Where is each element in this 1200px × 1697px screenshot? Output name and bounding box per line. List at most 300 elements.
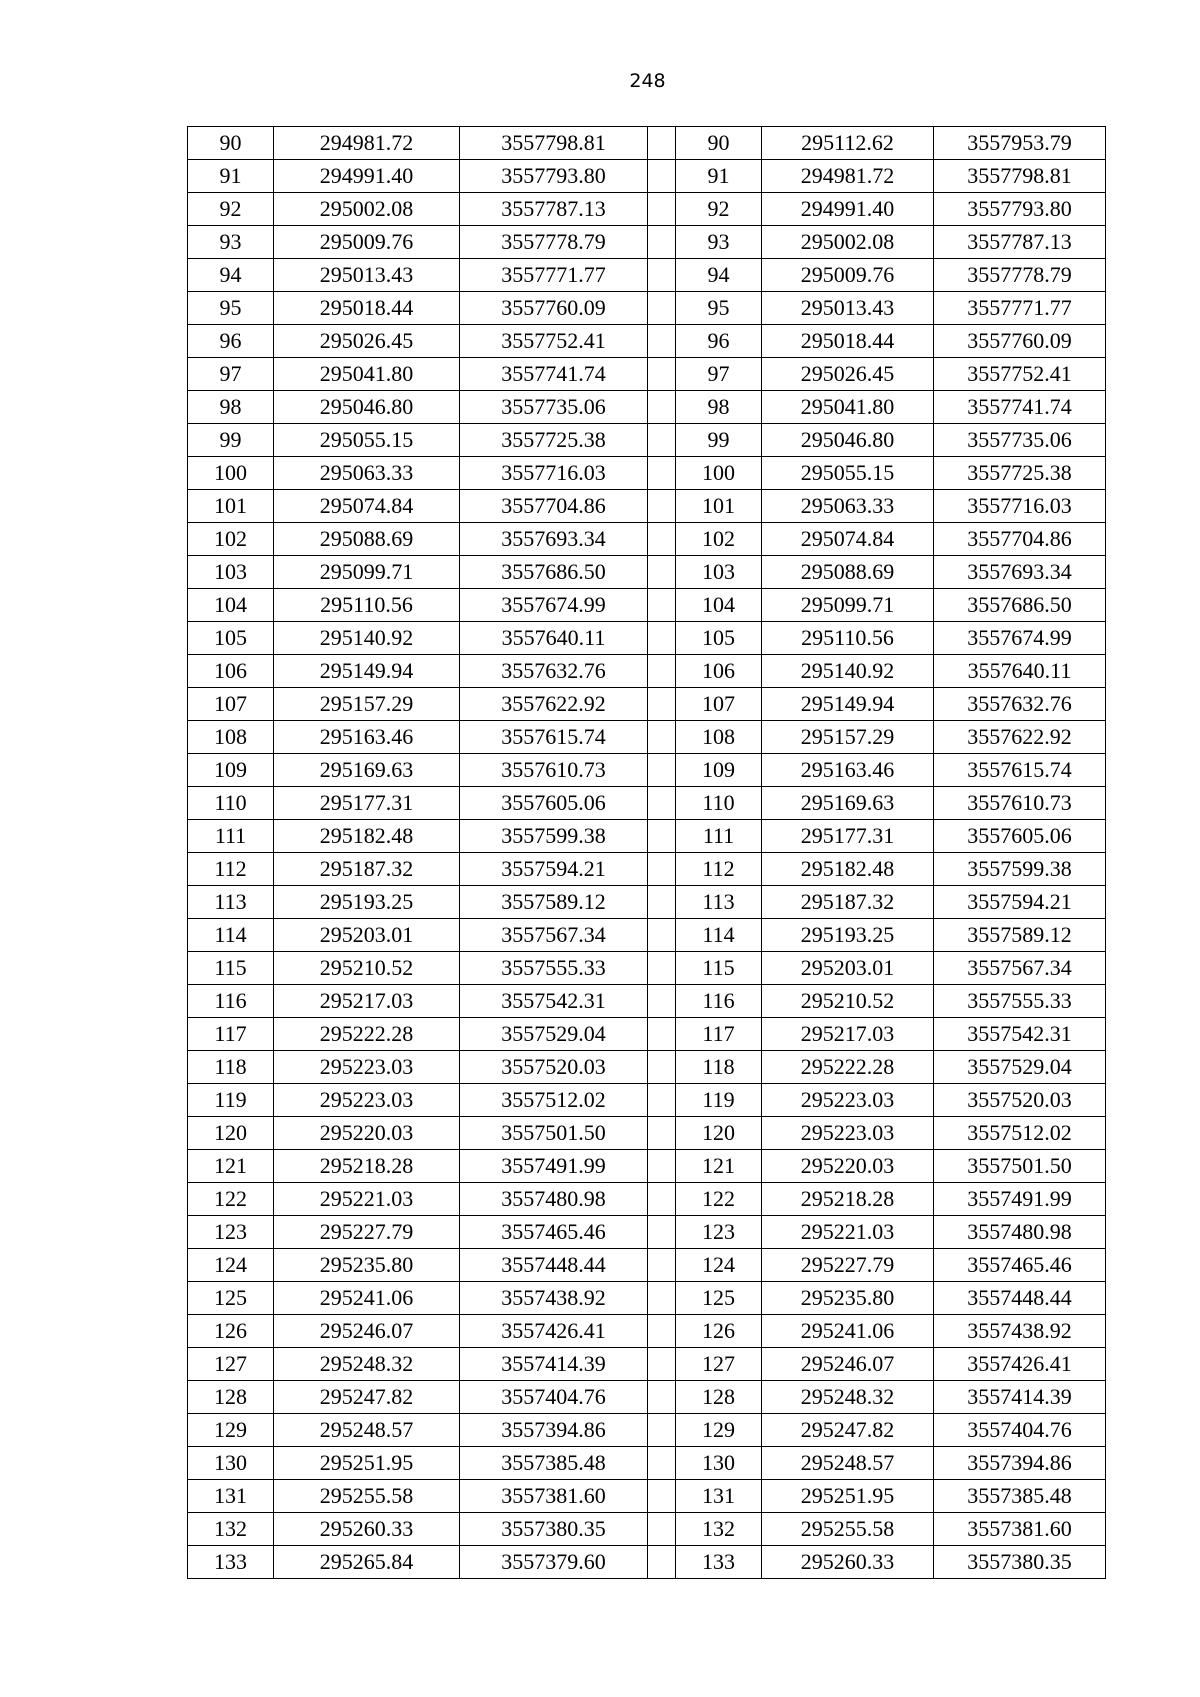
right-x-coordinate-cell: 295221.03 (762, 1216, 934, 1249)
left-y-coordinate-cell: 3557501.50 (460, 1117, 648, 1150)
right-y-coordinate-cell: 3557555.33 (934, 985, 1106, 1018)
table-row (188, 1183, 1106, 1216)
right-x-coordinate-cell: 295182.48 (762, 853, 934, 886)
table-row (188, 358, 1106, 391)
right-point-number-cell: 118 (676, 1051, 762, 1084)
table-row (188, 1084, 1106, 1117)
table-row (188, 1282, 1106, 1315)
right-point-number-cell: 109 (676, 754, 762, 787)
table-row (188, 1315, 1106, 1348)
left-y-coordinate-cell: 3557465.46 (460, 1216, 648, 1249)
right-point-number-cell: 119 (676, 1084, 762, 1117)
left-x-coordinate-cell: 295223.03 (274, 1051, 460, 1084)
right-point-number-cell: 130 (676, 1447, 762, 1480)
left-x-coordinate-cell: 295009.76 (274, 226, 460, 259)
column-separator (648, 1150, 676, 1183)
table-row (188, 853, 1106, 886)
left-x-coordinate-cell: 295110.56 (274, 589, 460, 622)
right-point-number-cell: 124 (676, 1249, 762, 1282)
column-separator (648, 952, 676, 985)
column-separator (648, 226, 676, 259)
left-x-coordinate-cell: 295260.33 (274, 1513, 460, 1546)
left-y-coordinate-cell: 3557674.99 (460, 589, 648, 622)
left-y-coordinate-cell: 3557480.98 (460, 1183, 648, 1216)
left-point-number-cell: 113 (188, 886, 274, 919)
right-x-coordinate-cell: 295157.29 (762, 721, 934, 754)
table-row (188, 1150, 1106, 1183)
table-row (188, 1546, 1106, 1579)
column-separator (648, 457, 676, 490)
right-point-number-cell: 98 (676, 391, 762, 424)
left-x-coordinate-cell: 295241.06 (274, 1282, 460, 1315)
right-y-coordinate-cell: 3557448.44 (934, 1282, 1106, 1315)
column-separator (648, 1018, 676, 1051)
left-y-coordinate-cell: 3557704.86 (460, 490, 648, 523)
right-y-coordinate-cell: 3557760.09 (934, 325, 1106, 358)
right-point-number-cell: 125 (676, 1282, 762, 1315)
left-x-coordinate-cell: 295227.79 (274, 1216, 460, 1249)
left-point-number-cell: 105 (188, 622, 274, 655)
table-row (188, 226, 1106, 259)
right-y-coordinate-cell: 3557686.50 (934, 589, 1106, 622)
column-separator (648, 556, 676, 589)
left-point-number-cell: 90 (188, 127, 274, 160)
table-row (188, 523, 1106, 556)
left-y-coordinate-cell: 3557735.06 (460, 391, 648, 424)
right-point-number-cell: 110 (676, 787, 762, 820)
left-y-coordinate-cell: 3557512.02 (460, 1084, 648, 1117)
column-separator (648, 820, 676, 853)
left-point-number-cell: 103 (188, 556, 274, 589)
right-x-coordinate-cell: 295009.76 (762, 259, 934, 292)
right-x-coordinate-cell: 295248.32 (762, 1381, 934, 1414)
left-point-number-cell: 98 (188, 391, 274, 424)
left-x-coordinate-cell: 295248.57 (274, 1414, 460, 1447)
right-y-coordinate-cell: 3557693.34 (934, 556, 1106, 589)
table-row (188, 754, 1106, 787)
right-y-coordinate-cell: 3557394.86 (934, 1447, 1106, 1480)
right-y-coordinate-cell: 3557704.86 (934, 523, 1106, 556)
left-x-coordinate-cell: 295235.80 (274, 1249, 460, 1282)
left-y-coordinate-cell: 3557610.73 (460, 754, 648, 787)
left-x-coordinate-cell: 295157.29 (274, 688, 460, 721)
right-x-coordinate-cell: 295026.45 (762, 358, 934, 391)
left-y-coordinate-cell: 3557542.31 (460, 985, 648, 1018)
page-number: 248 (629, 70, 666, 92)
column-separator (648, 1348, 676, 1381)
column-separator (648, 1249, 676, 1282)
left-x-coordinate-cell: 295063.33 (274, 457, 460, 490)
left-point-number-cell: 131 (188, 1480, 274, 1513)
column-separator (648, 1084, 676, 1117)
right-x-coordinate-cell: 295203.01 (762, 952, 934, 985)
right-y-coordinate-cell: 3557793.80 (934, 193, 1106, 226)
left-point-number-cell: 130 (188, 1447, 274, 1480)
right-x-coordinate-cell: 295247.82 (762, 1414, 934, 1447)
table-row (188, 688, 1106, 721)
right-y-coordinate-cell: 3557520.03 (934, 1084, 1106, 1117)
right-x-coordinate-cell: 295074.84 (762, 523, 934, 556)
right-point-number-cell: 114 (676, 919, 762, 952)
right-point-number-cell: 101 (676, 490, 762, 523)
left-point-number-cell: 92 (188, 193, 274, 226)
table-row (188, 1216, 1106, 1249)
right-x-coordinate-cell: 295013.43 (762, 292, 934, 325)
left-point-number-cell: 95 (188, 292, 274, 325)
left-y-coordinate-cell: 3557793.80 (460, 160, 648, 193)
left-x-coordinate-cell: 295002.08 (274, 193, 460, 226)
left-x-coordinate-cell: 295055.15 (274, 424, 460, 457)
column-separator (648, 1117, 676, 1150)
table-row (188, 1381, 1106, 1414)
column-separator (648, 391, 676, 424)
left-point-number-cell: 114 (188, 919, 274, 952)
right-point-number-cell: 132 (676, 1513, 762, 1546)
table-row (188, 391, 1106, 424)
left-y-coordinate-cell: 3557567.34 (460, 919, 648, 952)
column-separator (648, 325, 676, 358)
left-x-coordinate-cell: 295221.03 (274, 1183, 460, 1216)
right-y-coordinate-cell: 3557594.21 (934, 886, 1106, 919)
table-row (188, 820, 1106, 853)
left-point-number-cell: 100 (188, 457, 274, 490)
table-row (188, 160, 1106, 193)
column-separator (648, 1513, 676, 1546)
column-separator (648, 1315, 676, 1348)
right-x-coordinate-cell: 295222.28 (762, 1051, 934, 1084)
left-x-coordinate-cell: 295223.03 (274, 1084, 460, 1117)
right-y-coordinate-cell: 3557599.38 (934, 853, 1106, 886)
right-y-coordinate-cell: 3557725.38 (934, 457, 1106, 490)
right-y-coordinate-cell: 3557465.46 (934, 1249, 1106, 1282)
left-y-coordinate-cell: 3557752.41 (460, 325, 648, 358)
column-separator (648, 1546, 676, 1579)
table-row (188, 127, 1106, 160)
left-y-coordinate-cell: 3557426.41 (460, 1315, 648, 1348)
left-y-coordinate-cell: 3557438.92 (460, 1282, 648, 1315)
left-y-coordinate-cell: 3557771.77 (460, 259, 648, 292)
table-row (188, 787, 1106, 820)
left-y-coordinate-cell: 3557605.06 (460, 787, 648, 820)
left-x-coordinate-cell: 295018.44 (274, 292, 460, 325)
left-y-coordinate-cell: 3557448.44 (460, 1249, 648, 1282)
left-y-coordinate-cell: 3557404.76 (460, 1381, 648, 1414)
left-point-number-cell: 128 (188, 1381, 274, 1414)
right-x-coordinate-cell: 295177.31 (762, 820, 934, 853)
right-x-coordinate-cell: 295099.71 (762, 589, 934, 622)
right-y-coordinate-cell: 3557771.77 (934, 292, 1106, 325)
table-row (188, 292, 1106, 325)
table-row (188, 721, 1106, 754)
column-separator (648, 490, 676, 523)
right-point-number-cell: 94 (676, 259, 762, 292)
right-point-number-cell: 129 (676, 1414, 762, 1447)
left-point-number-cell: 106 (188, 655, 274, 688)
right-y-coordinate-cell: 3557501.50 (934, 1150, 1106, 1183)
left-point-number-cell: 120 (188, 1117, 274, 1150)
right-point-number-cell: 121 (676, 1150, 762, 1183)
left-x-coordinate-cell: 295265.84 (274, 1546, 460, 1579)
column-separator (648, 589, 676, 622)
right-x-coordinate-cell: 295110.56 (762, 622, 934, 655)
left-y-coordinate-cell: 3557640.11 (460, 622, 648, 655)
column-separator (648, 1282, 676, 1315)
right-x-coordinate-cell: 295088.69 (762, 556, 934, 589)
left-x-coordinate-cell: 295149.94 (274, 655, 460, 688)
right-point-number-cell: 90 (676, 127, 762, 160)
table-row (188, 424, 1106, 457)
right-y-coordinate-cell: 3557380.35 (934, 1546, 1106, 1579)
left-x-coordinate-cell: 295255.58 (274, 1480, 460, 1513)
left-point-number-cell: 93 (188, 226, 274, 259)
right-y-coordinate-cell: 3557542.31 (934, 1018, 1106, 1051)
right-y-coordinate-cell: 3557752.41 (934, 358, 1106, 391)
right-y-coordinate-cell: 3557953.79 (934, 127, 1106, 160)
right-x-coordinate-cell: 295246.07 (762, 1348, 934, 1381)
right-y-coordinate-cell: 3557735.06 (934, 424, 1106, 457)
right-y-coordinate-cell: 3557438.92 (934, 1315, 1106, 1348)
right-point-number-cell: 108 (676, 721, 762, 754)
right-point-number-cell: 91 (676, 160, 762, 193)
right-point-number-cell: 128 (676, 1381, 762, 1414)
left-point-number-cell: 116 (188, 985, 274, 1018)
left-y-coordinate-cell: 3557394.86 (460, 1414, 648, 1447)
column-separator (648, 1447, 676, 1480)
right-x-coordinate-cell: 295255.58 (762, 1513, 934, 1546)
left-x-coordinate-cell: 295251.95 (274, 1447, 460, 1480)
right-x-coordinate-cell: 295002.08 (762, 226, 934, 259)
left-point-number-cell: 133 (188, 1546, 274, 1579)
right-point-number-cell: 93 (676, 226, 762, 259)
right-point-number-cell: 122 (676, 1183, 762, 1216)
column-separator (648, 424, 676, 457)
right-y-coordinate-cell: 3557605.06 (934, 820, 1106, 853)
left-x-coordinate-cell: 295140.92 (274, 622, 460, 655)
left-point-number-cell: 123 (188, 1216, 274, 1249)
left-x-coordinate-cell: 295074.84 (274, 490, 460, 523)
table-row (188, 325, 1106, 358)
left-x-coordinate-cell: 295163.46 (274, 721, 460, 754)
left-x-coordinate-cell: 295182.48 (274, 820, 460, 853)
column-separator (648, 688, 676, 721)
right-x-coordinate-cell: 295251.95 (762, 1480, 934, 1513)
right-y-coordinate-cell: 3557426.41 (934, 1348, 1106, 1381)
right-point-number-cell: 106 (676, 655, 762, 688)
left-point-number-cell: 118 (188, 1051, 274, 1084)
left-point-number-cell: 125 (188, 1282, 274, 1315)
left-x-coordinate-cell: 295203.01 (274, 919, 460, 952)
left-point-number-cell: 111 (188, 820, 274, 853)
left-x-coordinate-cell: 295169.63 (274, 754, 460, 787)
left-point-number-cell: 96 (188, 325, 274, 358)
right-point-number-cell: 103 (676, 556, 762, 589)
column-separator (648, 919, 676, 952)
table-row (188, 1348, 1106, 1381)
left-x-coordinate-cell: 294991.40 (274, 160, 460, 193)
right-point-number-cell: 117 (676, 1018, 762, 1051)
left-x-coordinate-cell: 295026.45 (274, 325, 460, 358)
right-point-number-cell: 107 (676, 688, 762, 721)
column-separator (648, 259, 676, 292)
left-x-coordinate-cell: 295218.28 (274, 1150, 460, 1183)
table-row (188, 556, 1106, 589)
right-y-coordinate-cell: 3557491.99 (934, 1183, 1106, 1216)
left-y-coordinate-cell: 3557787.13 (460, 193, 648, 226)
table-row (188, 985, 1106, 1018)
right-x-coordinate-cell: 295169.63 (762, 787, 934, 820)
left-point-number-cell: 108 (188, 721, 274, 754)
right-x-coordinate-cell: 295223.03 (762, 1117, 934, 1150)
table-row (188, 919, 1106, 952)
right-y-coordinate-cell: 3557610.73 (934, 787, 1106, 820)
table-row (188, 259, 1106, 292)
column-separator (648, 127, 676, 160)
column-separator (648, 1381, 676, 1414)
left-point-number-cell: 110 (188, 787, 274, 820)
left-y-coordinate-cell: 3557760.09 (460, 292, 648, 325)
left-y-coordinate-cell: 3557716.03 (460, 457, 648, 490)
right-y-coordinate-cell: 3557640.11 (934, 655, 1106, 688)
left-point-number-cell: 94 (188, 259, 274, 292)
left-y-coordinate-cell: 3557693.34 (460, 523, 648, 556)
left-y-coordinate-cell: 3557529.04 (460, 1018, 648, 1051)
left-x-coordinate-cell: 295246.07 (274, 1315, 460, 1348)
coordinates-table (187, 126, 1106, 1579)
right-y-coordinate-cell: 3557385.48 (934, 1480, 1106, 1513)
table-row (188, 490, 1106, 523)
left-x-coordinate-cell: 295222.28 (274, 1018, 460, 1051)
right-point-number-cell: 131 (676, 1480, 762, 1513)
left-x-coordinate-cell: 295088.69 (274, 523, 460, 556)
left-point-number-cell: 112 (188, 853, 274, 886)
table-row (188, 655, 1106, 688)
right-point-number-cell: 102 (676, 523, 762, 556)
table-row (188, 886, 1106, 919)
left-y-coordinate-cell: 3557686.50 (460, 556, 648, 589)
right-x-coordinate-cell: 295260.33 (762, 1546, 934, 1579)
right-y-coordinate-cell: 3557529.04 (934, 1051, 1106, 1084)
left-point-number-cell: 121 (188, 1150, 274, 1183)
right-point-number-cell: 100 (676, 457, 762, 490)
column-separator (648, 160, 676, 193)
left-y-coordinate-cell: 3557741.74 (460, 358, 648, 391)
right-y-coordinate-cell: 3557567.34 (934, 952, 1106, 985)
left-point-number-cell: 115 (188, 952, 274, 985)
right-y-coordinate-cell: 3557798.81 (934, 160, 1106, 193)
left-point-number-cell: 132 (188, 1513, 274, 1546)
right-point-number-cell: 127 (676, 1348, 762, 1381)
right-y-coordinate-cell: 3557414.39 (934, 1381, 1106, 1414)
left-x-coordinate-cell: 295177.31 (274, 787, 460, 820)
table-row (188, 1051, 1106, 1084)
left-x-coordinate-cell: 295247.82 (274, 1381, 460, 1414)
table-row (188, 1249, 1106, 1282)
column-separator (648, 853, 676, 886)
right-point-number-cell: 95 (676, 292, 762, 325)
right-x-coordinate-cell: 295063.33 (762, 490, 934, 523)
right-point-number-cell: 96 (676, 325, 762, 358)
right-x-coordinate-cell: 294981.72 (762, 160, 934, 193)
column-separator (648, 193, 676, 226)
table-row (188, 1480, 1106, 1513)
left-y-coordinate-cell: 3557594.21 (460, 853, 648, 886)
left-y-coordinate-cell: 3557555.33 (460, 952, 648, 985)
left-y-coordinate-cell: 3557599.38 (460, 820, 648, 853)
left-point-number-cell: 126 (188, 1315, 274, 1348)
column-separator (648, 1216, 676, 1249)
right-x-coordinate-cell: 295149.94 (762, 688, 934, 721)
right-x-coordinate-cell: 295187.32 (762, 886, 934, 919)
right-point-number-cell: 123 (676, 1216, 762, 1249)
right-x-coordinate-cell: 295112.62 (762, 127, 934, 160)
right-y-coordinate-cell: 3557622.92 (934, 721, 1106, 754)
coordinates-table-body (188, 127, 1106, 1579)
column-separator (648, 886, 676, 919)
table-row (188, 193, 1106, 226)
left-point-number-cell: 91 (188, 160, 274, 193)
left-y-coordinate-cell: 3557725.38 (460, 424, 648, 457)
right-y-coordinate-cell: 3557589.12 (934, 919, 1106, 952)
right-point-number-cell: 92 (676, 193, 762, 226)
right-x-coordinate-cell: 295140.92 (762, 655, 934, 688)
left-y-coordinate-cell: 3557414.39 (460, 1348, 648, 1381)
left-point-number-cell: 124 (188, 1249, 274, 1282)
column-separator (648, 292, 676, 325)
left-point-number-cell: 99 (188, 424, 274, 457)
left-x-coordinate-cell: 295193.25 (274, 886, 460, 919)
left-y-coordinate-cell: 3557381.60 (460, 1480, 648, 1513)
left-y-coordinate-cell: 3557385.48 (460, 1447, 648, 1480)
right-point-number-cell: 120 (676, 1117, 762, 1150)
column-separator (648, 721, 676, 754)
right-point-number-cell: 126 (676, 1315, 762, 1348)
right-point-number-cell: 116 (676, 985, 762, 1018)
table-row (188, 589, 1106, 622)
right-y-coordinate-cell: 3557381.60 (934, 1513, 1106, 1546)
right-point-number-cell: 112 (676, 853, 762, 886)
right-x-coordinate-cell: 295210.52 (762, 985, 934, 1018)
left-x-coordinate-cell: 295210.52 (274, 952, 460, 985)
left-point-number-cell: 122 (188, 1183, 274, 1216)
right-y-coordinate-cell: 3557480.98 (934, 1216, 1106, 1249)
left-x-coordinate-cell: 295220.03 (274, 1117, 460, 1150)
table-row (188, 622, 1106, 655)
left-y-coordinate-cell: 3557589.12 (460, 886, 648, 919)
table-row (188, 1447, 1106, 1480)
left-x-coordinate-cell: 295099.71 (274, 556, 460, 589)
right-y-coordinate-cell: 3557512.02 (934, 1117, 1106, 1150)
right-point-number-cell: 113 (676, 886, 762, 919)
column-separator (648, 1183, 676, 1216)
right-x-coordinate-cell: 295018.44 (762, 325, 934, 358)
left-y-coordinate-cell: 3557622.92 (460, 688, 648, 721)
right-y-coordinate-cell: 3557741.74 (934, 391, 1106, 424)
table-row (188, 1513, 1106, 1546)
right-y-coordinate-cell: 3557716.03 (934, 490, 1106, 523)
left-x-coordinate-cell: 295046.80 (274, 391, 460, 424)
right-x-coordinate-cell: 294991.40 (762, 193, 934, 226)
left-point-number-cell: 119 (188, 1084, 274, 1117)
right-point-number-cell: 115 (676, 952, 762, 985)
table-row (188, 952, 1106, 985)
left-point-number-cell: 104 (188, 589, 274, 622)
right-x-coordinate-cell: 295163.46 (762, 754, 934, 787)
right-x-coordinate-cell: 295220.03 (762, 1150, 934, 1183)
column-separator (648, 622, 676, 655)
left-point-number-cell: 101 (188, 490, 274, 523)
column-separator (648, 1051, 676, 1084)
left-y-coordinate-cell: 3557798.81 (460, 127, 648, 160)
